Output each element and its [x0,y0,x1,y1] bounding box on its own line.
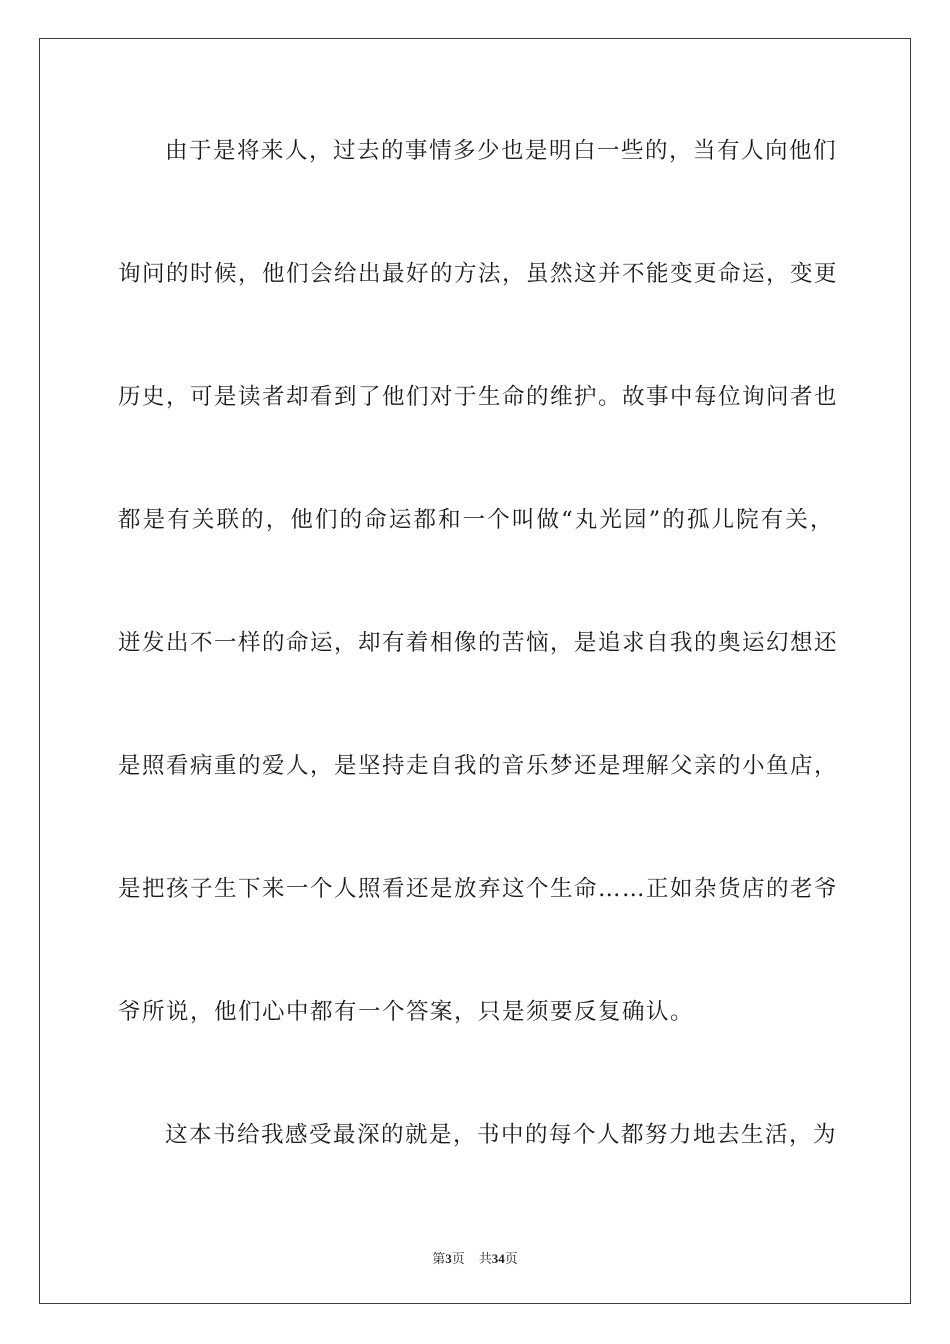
page-prefix: 第 [432,1251,446,1266]
document-body [118,120,839,1227]
text-line: 爷所说，他们心中都有一个答案，只是须要反复确认。 [118,999,695,1025]
total-pages: 34 [491,1251,505,1266]
text-line: 是把孩子生下来一个人照看还是放弃这个生命……正如杂货店的老爷 [118,876,839,902]
text-line: 这本书给我感受最深的就是，书中的每个人都努力地去生活，为 [165,1122,838,1148]
text-line: 迸发出不一样的命运，却有着相像的苦恼，是追求自我的奥运幻想还 [118,630,839,656]
total-suffix: 页 [504,1251,518,1266]
text-line: 都是有关联的，他们的命运都和一个叫做“丸光园”的孤儿院有关， [118,507,834,533]
page-number: 3 [445,1251,452,1266]
text-line: 历史，可是读者却看到了他们对于生命的维护。故事中每位询问者也 [118,384,839,410]
text-line: 由于是将来人，过去的事情多少也是明白一些的，当有人向他们 [165,138,838,164]
total-prefix: 共 [478,1251,492,1266]
page-suffix: 页 [451,1251,465,1266]
text-line: 询问的时候，他们会给出最好的方法，虽然这并不能变更命运，变更 [118,261,839,287]
page-footer [0,1248,950,1267]
text-line: 是照看病重的爱人，是坚持走自我的音乐梦还是理解父亲的小鱼店， [118,753,839,779]
